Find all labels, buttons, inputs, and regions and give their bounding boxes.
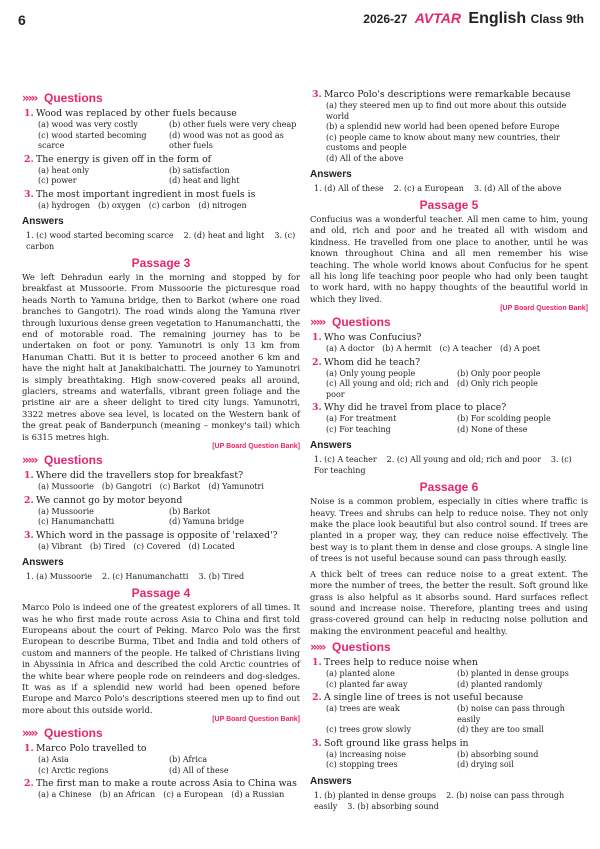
questions-label: Questions (332, 314, 391, 329)
answers-list (310, 183, 588, 194)
options-grid (310, 704, 588, 736)
question (22, 530, 300, 542)
question-text: Marco Polo travelled to (36, 743, 147, 755)
option: (c) Covered (133, 541, 181, 551)
question-number: 2. (24, 153, 34, 165)
left-column (22, 88, 300, 803)
passage-4-continued (310, 89, 588, 194)
options-grid (310, 669, 588, 690)
passage-title: Passage 6 (419, 480, 479, 495)
options-grid (22, 166, 300, 187)
option: (b) Only poor people (457, 368, 541, 378)
option: (a) hydrogen (38, 200, 90, 210)
right-column (310, 88, 588, 812)
question-number: 3. (312, 402, 322, 414)
option: (d) nitrogen (198, 200, 247, 210)
question (310, 692, 588, 704)
passage-5 (310, 198, 588, 476)
answer: 3. (c) carbon (26, 231, 296, 251)
answer: 1. (a) Mussoorie (26, 572, 93, 582)
question (310, 657, 588, 669)
brand-line (363, 10, 584, 28)
option: (d) planted randomly (457, 679, 543, 689)
passage-text: A thick belt of trees can reduce noise to a great extent. The more the number of trees, the better the result. Soft ground like grass is also helpful as it absorbs sound. Hard surfaces reflect sound and increase noise. Therefore, planting trees and using grass-covered ground can help in reducing noise pollution and making the environment peaceful and healthy. (310, 568, 588, 636)
option: (d) All of these (169, 765, 229, 775)
answer: 1. (c) A teacher (314, 455, 377, 465)
passage-title: Passage 4 (131, 586, 191, 601)
options-grid (22, 507, 300, 528)
option: (d) a Russian (231, 790, 285, 800)
option: (d) Only rich people (457, 379, 538, 389)
options-grid (22, 542, 300, 553)
question-number: 2. (24, 494, 34, 506)
answers-heading: Answers (22, 216, 64, 227)
passage-text: We left Dehradun early in the morning and stopped by for breakfast at Mussoorie. From Mussoorie the picturesque road heads North to Yamuna bridge, then to Barkot (where one road branches to Gangotri). The road winds along the Yamuna river through luxurious dense green vegetation to Hanumanchatti, the end of motorable road. The remaining journey has to be undertaken on foot or pony. Yamunotri is only 13 km from Hanuman Chatti. But it is better to proceed another 6 km and have the night halt at Janakibaichatti. The journey to Yamunotri is simply breathtaking. High snow-covered peaks all around, glaciers, streams and waterfalls, vibrant green foliage and the pristine air are a sheer delight to tired city lungs. Yamunotri, 3322 metres above sea level, is located on the Western bank of the great peak of Banderpunch (meaning – monkey's tail) which is 6315 metres high. (22, 272, 300, 442)
answer: 3. (d) All of the above (473, 184, 562, 193)
question-number: 2. (312, 356, 322, 368)
class-label: Class 9th (530, 12, 584, 26)
question-number: 1. (24, 743, 34, 755)
option: (d) Yamunotri (208, 482, 264, 492)
question (310, 357, 588, 369)
option: (c) trees grow slowly (326, 725, 411, 735)
question-text: The most important ingredient in most fuels is (36, 188, 256, 200)
brand-logo: AVTAR (414, 10, 461, 26)
answer: 2. (c) a European (393, 184, 464, 193)
options-grid (310, 414, 588, 435)
source-tag: [UP Board Question Bank] (212, 716, 300, 724)
option: (a) Mussoorie (38, 506, 94, 516)
question (310, 738, 588, 750)
arrow-icon: »»› (22, 452, 37, 467)
option: (d) Located (188, 541, 235, 551)
option: (b) Tired (89, 541, 126, 551)
passage-4 (22, 586, 300, 801)
question-number: 2. (24, 778, 34, 790)
questions-heading (22, 452, 300, 467)
question (22, 154, 300, 166)
passage-text: Noise is a common problem, especially in cities where traffic is heavy. Trees and shrubs can help to reduce noise. They not only make the place look beautiful but also control sound. If trees are planted in a proper way, they can reduce noise effectively. The best way is to plant them in dense and close groups. A single line of trees is not useful because sound can pass through easily. (310, 496, 589, 564)
option: (b) noise can pass through easily (457, 704, 565, 724)
option: (a) increasing noise (326, 749, 406, 759)
option: (c) power (38, 176, 77, 185)
question-text: A single line of trees is not useful because (324, 692, 524, 704)
page-header (0, 10, 600, 32)
option: (d) wood was not as good as other fuels (169, 130, 284, 150)
questions-heading (310, 639, 588, 654)
question (22, 495, 300, 507)
question-number: 3. (312, 737, 322, 749)
options-grid (22, 482, 300, 493)
arrow-icon: »»› (22, 90, 37, 105)
option: (b) an African (99, 790, 156, 800)
answers-heading: Answers (310, 440, 352, 452)
option: (a) planted alone (326, 669, 395, 679)
question-text: The first man to make a route across Asia to China was (36, 778, 297, 790)
passage-text: Marco Polo is indeed one of the greatest explorers of all times. It was he who first made route across Asia to China and first told Europeans about the court of Peking. Marco Polo was the first European to describe Burma, Tibet and India and told others of custom and manners of the people. He talked of Christians living in Abyssinia in Africa and described the cold Arctic countries of the white bear where people rode on reindeers and dog-sledges. It was as if a splendid new world had been opened before Europe and Marco Polo's descriptions steered men up to find out more about this outside world. (22, 602, 300, 715)
option: (b) satisfaction (169, 165, 230, 175)
option: (d) None of these (457, 424, 528, 434)
option: (c) wood started becoming scarce (38, 130, 147, 150)
question-text: The energy is given off in the form of (36, 153, 212, 165)
answers-heading: Answers (310, 169, 352, 180)
option: (a) they steered men up to find out more about this outside world (326, 101, 567, 121)
question-number: 1. (312, 657, 322, 669)
option: (d) they are too small (457, 725, 544, 735)
option: (a) Asia (38, 755, 69, 765)
passage-text: Confucius was a wonderful teacher. All men came to him, young and old, rich and poor and he treated all with wisdom and kindness. He travelled from one place to another, until he was known throughout China and all men remember his wise teaching. The whole world knows about Confucius for he spent all his long life teaching poor people who had only been taught to work hard, with no happy thoughts of the beautiful world in which they lived. (310, 214, 588, 304)
question-number: 3. (24, 188, 34, 200)
option: (c) For teaching (326, 424, 391, 434)
question (22, 189, 300, 201)
option: (c) planted far away (326, 679, 408, 689)
question (22, 108, 300, 120)
questions-label: Questions (332, 639, 391, 654)
question-number: 1. (24, 108, 34, 119)
question (310, 402, 588, 414)
option: (a) Vibrant (38, 541, 82, 551)
question-number: 3. (24, 529, 34, 541)
option: (a) trees are weak (326, 704, 400, 714)
question-text: We cannot go by motor beyond (36, 494, 183, 506)
option: (c) stopping trees (326, 760, 398, 770)
answer: 2. (c) Hanumanchatti (102, 572, 189, 582)
option: (d) heat and light (169, 176, 240, 185)
option: (c) a European (163, 790, 224, 800)
subject-title: English (468, 10, 527, 27)
answers-list (310, 790, 588, 812)
question-text: Soft ground like grass helps in (324, 737, 469, 749)
option: (c) Hanumanchatti (38, 517, 115, 527)
option: (a) For treatment (326, 414, 397, 424)
passage-6 (310, 480, 588, 811)
answers-list (310, 454, 588, 476)
answers-heading: Answers (310, 775, 352, 787)
questions-block (22, 90, 300, 252)
source-tag: [UP Board Question Bank] (212, 443, 300, 451)
question-text: Who was Confucius? (324, 332, 422, 344)
passage-title: Passage 3 (131, 256, 191, 270)
question-text: Wood was replaced by other fuels because (36, 108, 237, 119)
question (22, 778, 300, 790)
option: (c) Barkot (159, 482, 201, 492)
options-grid (310, 369, 588, 401)
arrow-icon: »»› (310, 639, 325, 654)
answers-list (22, 230, 300, 252)
option: (b) For scolding people (457, 414, 551, 424)
options-grid (310, 101, 588, 164)
option: (c) people came to know about many new countries, their customs and people (326, 132, 560, 152)
questions-heading (22, 90, 300, 105)
answer: 1. (b) planted in dense groups (314, 790, 437, 800)
question-text: Why did he travel from place to place? (324, 402, 507, 414)
answer: 2. (c) All young and old; rich and poor (386, 455, 541, 465)
question-text: Which word in the passage is opposite of 'relaxed'? (36, 529, 278, 541)
option: (b) planted in dense groups (457, 669, 569, 679)
option: (a) a Chinese (38, 790, 92, 800)
questions-heading (310, 314, 588, 329)
option: (b) Gangotri (101, 482, 152, 492)
option: (c) Arctic regions (38, 765, 109, 775)
question-text: Whom did he teach? (324, 356, 421, 368)
option: (d) drying soil (457, 760, 514, 770)
question-text: Trees help to reduce noise when (324, 657, 478, 669)
question-number: 1. (312, 332, 322, 344)
option: (b) absorbing sound (457, 749, 539, 759)
option: (b) Africa (169, 755, 208, 765)
options-grid (22, 201, 300, 212)
questions-label: Questions (44, 90, 103, 105)
option: (c) A teacher (439, 344, 492, 354)
answers-list (22, 571, 300, 582)
option: (d) A poet (499, 344, 541, 354)
answer: 3. (b) absorbing sound (347, 801, 439, 811)
arrow-icon: »»› (22, 725, 37, 740)
answer: 1. (c) wood started becoming scarce (26, 231, 174, 240)
option: (b) a splendid new world had been opened before Europe (326, 122, 560, 131)
options-grid (310, 750, 588, 771)
year: 2026-27 (363, 12, 408, 26)
questions-heading (22, 725, 300, 740)
passage-3 (22, 256, 300, 582)
answer: 2. (d) heat and light (183, 231, 265, 240)
question-text: Marco Polo's descriptions were remarkable because (324, 89, 571, 100)
arrow-icon: »»› (310, 314, 325, 329)
source-tag: [UP Board Question Bank] (500, 305, 588, 313)
option: (c) carbon (148, 200, 191, 210)
option: (a) heat only (38, 165, 90, 175)
option: (a) A doctor (326, 344, 375, 354)
passage-title: Passage 5 (419, 198, 479, 212)
options-grid (22, 755, 300, 776)
question-number: 2. (312, 692, 322, 704)
question-number: 3. (312, 89, 322, 100)
answer: 2. (b) noise can pass through easily (314, 790, 565, 811)
page-number: 6 (18, 12, 26, 28)
question-text: Where did the travellers stop for breakfast? (36, 470, 244, 482)
options-grid (310, 344, 588, 355)
option: (b) other fuels were very cheap (169, 120, 297, 129)
option: (b) A hermit (382, 344, 432, 354)
option: (b) oxygen (98, 200, 141, 210)
option: (d) All of the above (326, 153, 404, 163)
question (22, 470, 300, 482)
option: (d) Yamuna bridge (169, 517, 245, 527)
option: (a) Only young people (326, 368, 416, 378)
options-grid (22, 120, 300, 152)
answer: 1. (d) All of these (314, 184, 384, 193)
answer: 3. (b) Tired (198, 572, 245, 582)
questions-label: Questions (44, 452, 103, 467)
question (310, 332, 588, 344)
option: (a) wood was very costly (38, 120, 138, 129)
questions-label: Questions (44, 725, 103, 740)
options-grid (22, 790, 300, 801)
answers-heading: Answers (22, 557, 64, 569)
answer: 3. (c) For teaching (314, 455, 572, 476)
question (22, 743, 300, 755)
question (310, 89, 588, 101)
option: (b) Barkot (169, 506, 211, 516)
question-number: 1. (24, 470, 34, 482)
option: (c) All young and old; rich and poor (326, 379, 449, 399)
option: (a) Mussoorie (38, 482, 94, 492)
